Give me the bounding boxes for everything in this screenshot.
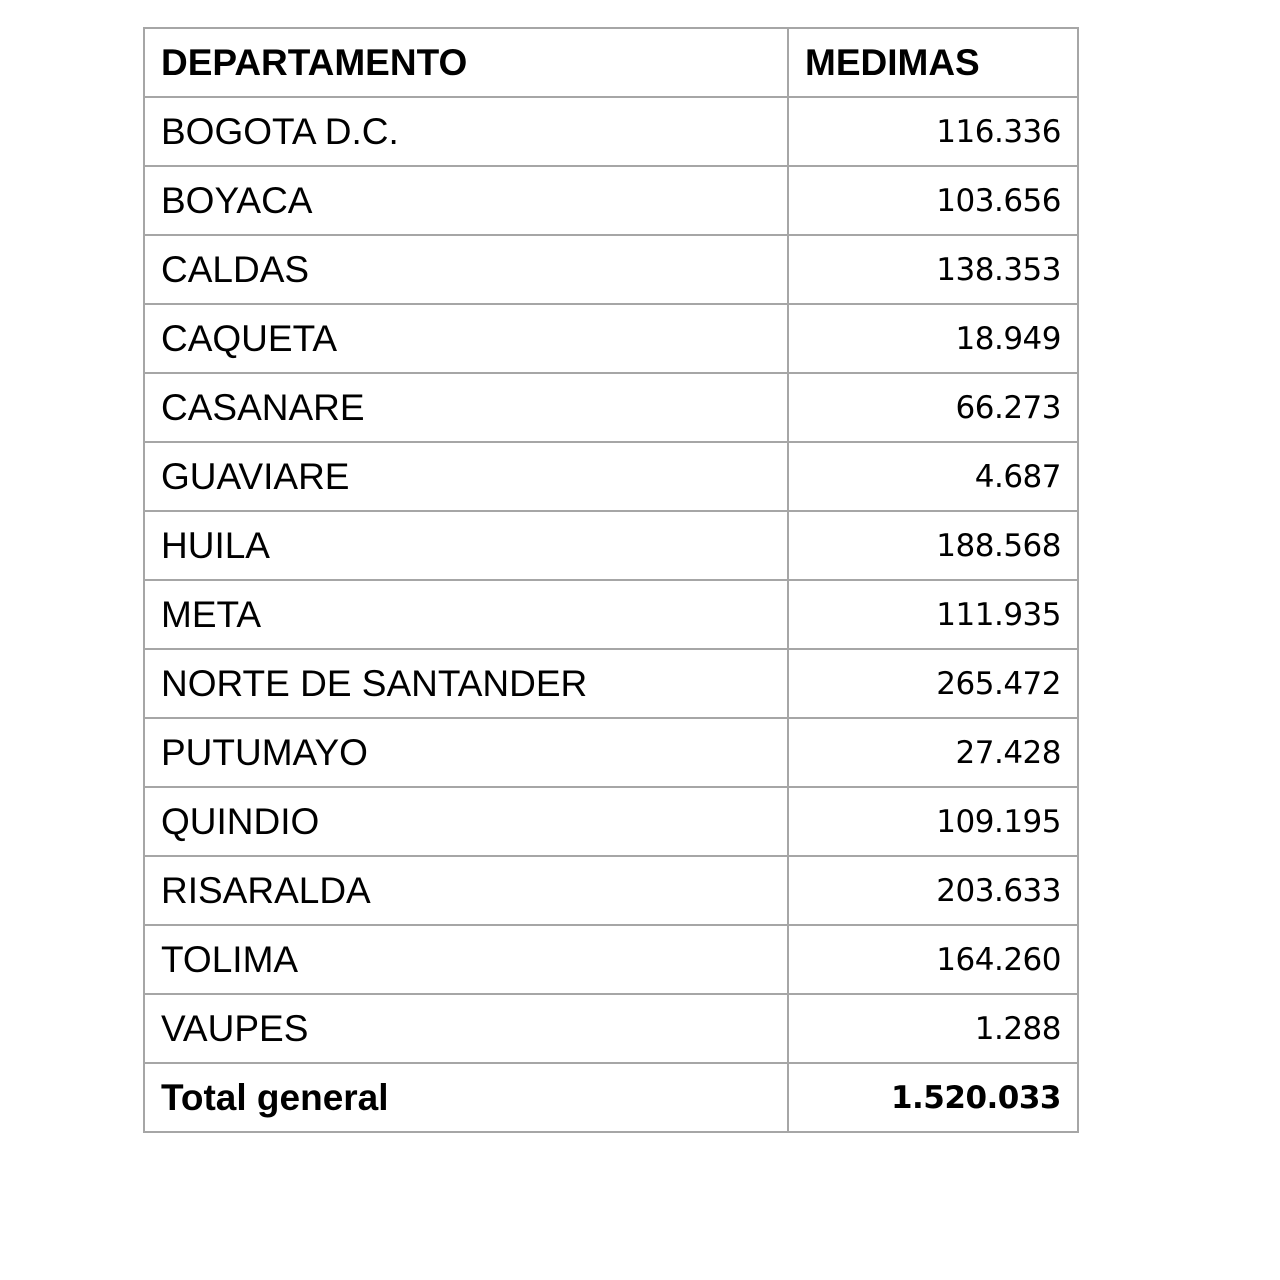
header-medimas: MEDIMAS	[788, 28, 1078, 97]
table-row	[144, 97, 1078, 166]
table-row	[144, 580, 1078, 649]
header-departamento: DEPARTAMENTO	[144, 28, 788, 97]
departamento-cell: NORTE DE SANTANDER	[144, 649, 788, 718]
departamento-cell: HUILA	[144, 511, 788, 580]
medimas-cell: 109.195	[788, 787, 1078, 856]
medimas-cell: 265.472	[788, 649, 1078, 718]
departamento-medimas-table	[143, 27, 1079, 1133]
total-label: Total general	[144, 1063, 788, 1132]
medimas-cell: 27.428	[788, 718, 1078, 787]
departamento-cell: RISARALDA	[144, 856, 788, 925]
table-row	[144, 994, 1078, 1063]
departamento-cell: CASANARE	[144, 373, 788, 442]
table-row	[144, 166, 1078, 235]
medimas-cell: 18.949	[788, 304, 1078, 373]
departamento-cell: PUTUMAYO	[144, 718, 788, 787]
departamento-cell: TOLIMA	[144, 925, 788, 994]
departamento-cell: QUINDIO	[144, 787, 788, 856]
medimas-cell: 4.687	[788, 442, 1078, 511]
departamento-cell: CAQUETA	[144, 304, 788, 373]
table-row	[144, 235, 1078, 304]
departamento-cell: BOYACA	[144, 166, 788, 235]
departamento-cell: GUAVIARE	[144, 442, 788, 511]
table-row	[144, 718, 1078, 787]
table-row	[144, 373, 1078, 442]
table-header-row	[144, 28, 1078, 97]
total-value: 1.520.033	[788, 1063, 1078, 1132]
table-row	[144, 649, 1078, 718]
table-row	[144, 856, 1078, 925]
table-row	[144, 304, 1078, 373]
medimas-cell: 111.935	[788, 580, 1078, 649]
medimas-cell: 116.336	[788, 97, 1078, 166]
departamento-cell: META	[144, 580, 788, 649]
medimas-cell: 1.288	[788, 994, 1078, 1063]
medimas-cell: 66.273	[788, 373, 1078, 442]
table-row	[144, 925, 1078, 994]
table-row	[144, 511, 1078, 580]
table-row	[144, 442, 1078, 511]
medimas-cell: 203.633	[788, 856, 1078, 925]
medimas-cell: 188.568	[788, 511, 1078, 580]
medimas-cell: 103.656	[788, 166, 1078, 235]
medimas-cell: 138.353	[788, 235, 1078, 304]
departamento-cell: CALDAS	[144, 235, 788, 304]
departamento-cell: BOGOTA D.C.	[144, 97, 788, 166]
total-row	[144, 1063, 1078, 1132]
medimas-cell: 164.260	[788, 925, 1078, 994]
departamento-cell: VAUPES	[144, 994, 788, 1063]
table-row	[144, 787, 1078, 856]
